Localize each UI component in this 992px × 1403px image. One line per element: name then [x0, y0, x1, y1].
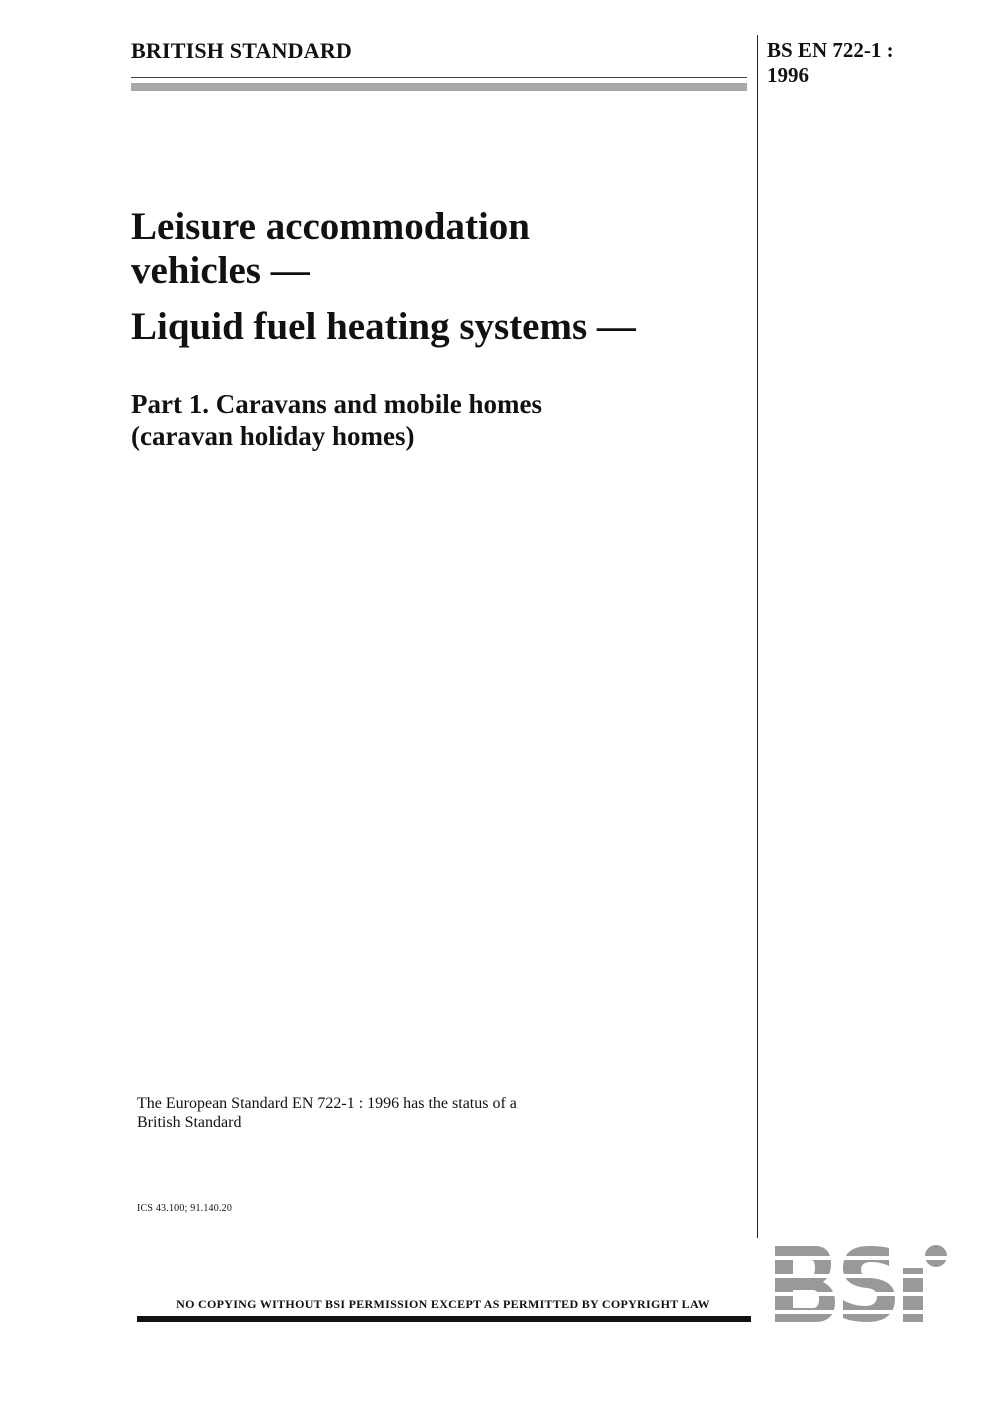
standard-number-line2: 1996 — [767, 63, 809, 87]
vertical-divider — [757, 35, 758, 1238]
status-note — [137, 1094, 617, 1132]
part-title-line-1: Part 1. Caravans and mobile homes — [131, 389, 542, 419]
part-title — [131, 388, 746, 452]
header-rule — [131, 77, 747, 78]
header-grey-bar — [131, 83, 747, 91]
document-type-label: BRITISH STANDARD — [131, 38, 353, 63]
status-note-line-1: The European Standard EN 722-1 : 1996 has the status of a — [137, 1095, 517, 1112]
copyright-notice: NO COPYING WITHOUT BSI PERMISSION EXCEPT AS PERMITTED BY COPYRIGHT LAW — [176, 1297, 710, 1311]
footer-rule — [137, 1316, 751, 1322]
status-note-line-2: British Standard — [137, 1114, 242, 1131]
title-line-2: vehicles — — [131, 249, 310, 292]
bsi-logo — [773, 1244, 949, 1324]
title-line-3: Liquid fuel heating systems — — [131, 305, 636, 348]
standard-number — [767, 38, 977, 88]
ics-code: ICS 43.100; 91.140.20 — [137, 1203, 233, 1214]
title-line-1: Leisure accommodation — [131, 205, 530, 248]
document-title — [131, 205, 746, 349]
part-title-line-2: (caravan holiday homes) — [131, 421, 415, 451]
standard-number-line1: BS EN 722-1 : — [767, 38, 894, 62]
